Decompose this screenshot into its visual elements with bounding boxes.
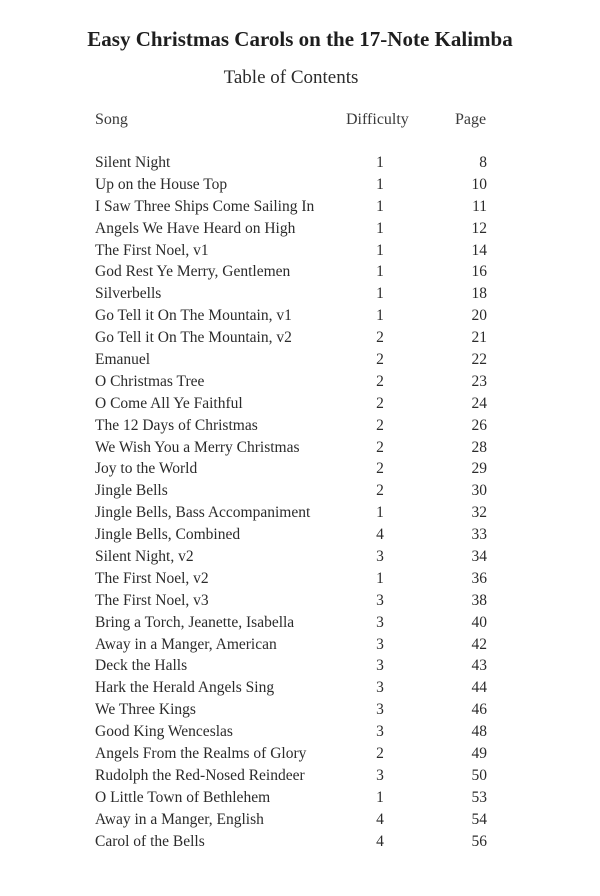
toc-row [0,833,600,855]
difficulty-value: 1 [376,263,384,281]
toc-row [0,373,600,395]
toc-row [0,745,600,767]
difficulty-value: 2 [376,482,384,500]
song-title: Go Tell it On The Mountain, v1 [95,307,292,325]
page-number: 12 [471,219,487,237]
song-title: Away in a Manger, American [95,635,277,653]
difficulty-value: 1 [376,154,384,171]
page-number: 53 [471,788,487,806]
song-column-header: Song [95,111,128,128]
page-number: 23 [471,372,487,390]
difficulty-value: 1 [376,504,384,522]
song-title: Silent Night [95,154,171,171]
toc-row [0,263,600,285]
difficulty-value: 1 [376,241,384,259]
difficulty-value: 3 [376,701,384,719]
difficulty-value: 1 [376,569,384,587]
toc-row [0,679,600,701]
toc-heading: Table of Contents [223,67,359,88]
toc-row [0,811,600,833]
toc-row [0,176,600,198]
toc-row [0,242,600,264]
difficulty-value: 3 [376,657,384,675]
difficulty-value: 3 [376,635,384,653]
page-number: 50 [471,766,487,784]
difficulty-column-header: Difficulty [346,111,409,128]
song-title: We Wish You a Merry Christmas [95,438,300,456]
song-title: Jingle Bells, Combined [95,526,241,544]
toc-row [0,548,600,570]
difficulty-value: 2 [376,372,384,390]
toc-row [0,395,600,417]
page-number: 34 [471,548,487,566]
song-title: Go Tell it On The Mountain, v2 [95,329,292,347]
page-number: 33 [471,526,487,544]
page-number: 22 [471,351,487,369]
toc-row [0,460,600,482]
page-number: 32 [471,504,487,522]
song-title: I Saw Three Ships Come Sailing In [95,197,315,215]
song-title: Joy to the World [95,460,198,478]
song-title: Angels We Have Heard on High [95,219,296,237]
page-number: 42 [471,635,487,653]
song-title: Angels From the Realms of Glory [95,745,307,763]
page-number: 30 [471,482,487,500]
song-title: The 12 Days of Christmas [95,416,258,434]
toc-row [0,614,600,636]
page-number: 26 [471,416,487,434]
toc-row [0,329,600,351]
difficulty-value: 1 [376,788,384,806]
toc-row [0,636,600,658]
song-title: Bring a Torch, Jeanette, Isabella [95,613,295,631]
song-title: Rudolph the Red-Nosed Reindeer [95,766,305,784]
toc-row [0,570,600,592]
song-title: Up on the House Top [95,175,228,193]
song-title: Hark the Herald Angels Sing [95,679,275,697]
toc-row [0,307,600,329]
song-title: God Rest Ye Merry, Gentlemen [95,263,291,281]
page-number: 8 [479,154,487,171]
song-title: O Christmas Tree [95,372,205,390]
difficulty-value: 3 [376,679,384,697]
song-title: We Three Kings [95,701,196,719]
page-number: 43 [471,657,487,675]
song-title: Silverbells [95,285,162,303]
song-title: Jingle Bells [95,482,168,500]
page-number: 46 [471,701,487,719]
page-number: 24 [471,394,487,412]
difficulty-value: 3 [376,591,384,609]
page-number: 54 [471,810,487,828]
song-title: Deck the Halls [95,657,188,675]
toc-row [0,482,600,504]
page-number: 44 [471,679,487,697]
song-title: O Come All Ye Faithful [95,394,243,412]
toc-row [0,285,600,307]
song-title: Silent Night, v2 [95,548,194,566]
page-number: 10 [471,175,487,193]
page-number: 14 [471,241,487,259]
song-title: The First Noel, v2 [95,569,209,587]
difficulty-value: 1 [376,197,384,215]
toc-row [0,592,600,614]
page-number: 21 [471,329,487,347]
toc-row [0,504,600,526]
difficulty-value: 4 [376,832,384,850]
difficulty-value: 1 [376,175,384,193]
page-number: 11 [472,197,487,215]
difficulty-value: 2 [376,460,384,478]
page-number: 28 [471,438,487,456]
toc-row [0,198,600,220]
page-number: 38 [471,591,487,609]
toc-row [0,417,600,439]
difficulty-value: 2 [376,329,384,347]
difficulty-value: 3 [376,766,384,784]
difficulty-value: 3 [376,613,384,631]
toc-row [0,789,600,811]
difficulty-value: 3 [376,723,384,741]
toc-row [0,351,600,373]
toc-row [0,526,600,548]
song-title: Carol of the Bells [95,832,205,850]
difficulty-value: 4 [376,810,384,828]
page-number: 40 [471,613,487,631]
song-title: Jingle Bells, Bass Accompaniment [95,504,311,522]
page-number: 36 [471,569,487,587]
page-number: 29 [471,460,487,478]
difficulty-value: 3 [376,548,384,566]
song-title: Away in a Manger, English [95,810,264,828]
difficulty-value: 2 [376,438,384,456]
song-title: The First Noel, v3 [95,591,209,609]
difficulty-value: 1 [376,285,384,303]
difficulty-value: 2 [376,416,384,434]
toc-list [0,154,600,855]
toc-row [0,439,600,461]
toc-row [0,767,600,789]
difficulty-value: 1 [376,219,384,237]
difficulty-value: 2 [376,394,384,412]
column-headers [0,111,600,135]
difficulty-value: 4 [376,526,384,544]
page-number: 16 [471,263,487,281]
page-number: 49 [471,745,487,763]
toc-row [0,657,600,679]
song-title: The First Noel, v1 [95,241,209,259]
document-title: Easy Christmas Carols on the 17-Note Kalimba [87,27,513,51]
toc-row [0,220,600,242]
song-title: O Little Town of Bethlehem [95,788,271,806]
song-title: Good King Wenceslas [95,723,233,741]
toc-row [0,723,600,745]
page-column-header: Page [455,111,487,128]
page-number: 18 [471,285,487,303]
difficulty-value: 2 [376,351,384,369]
toc-row [0,701,600,723]
song-title: Emanuel [95,351,151,369]
toc-row [0,154,600,176]
page-number: 20 [471,307,487,325]
difficulty-value: 1 [376,307,384,325]
page-number: 48 [471,723,487,741]
difficulty-value: 2 [376,745,384,763]
page-number: 56 [471,832,487,850]
